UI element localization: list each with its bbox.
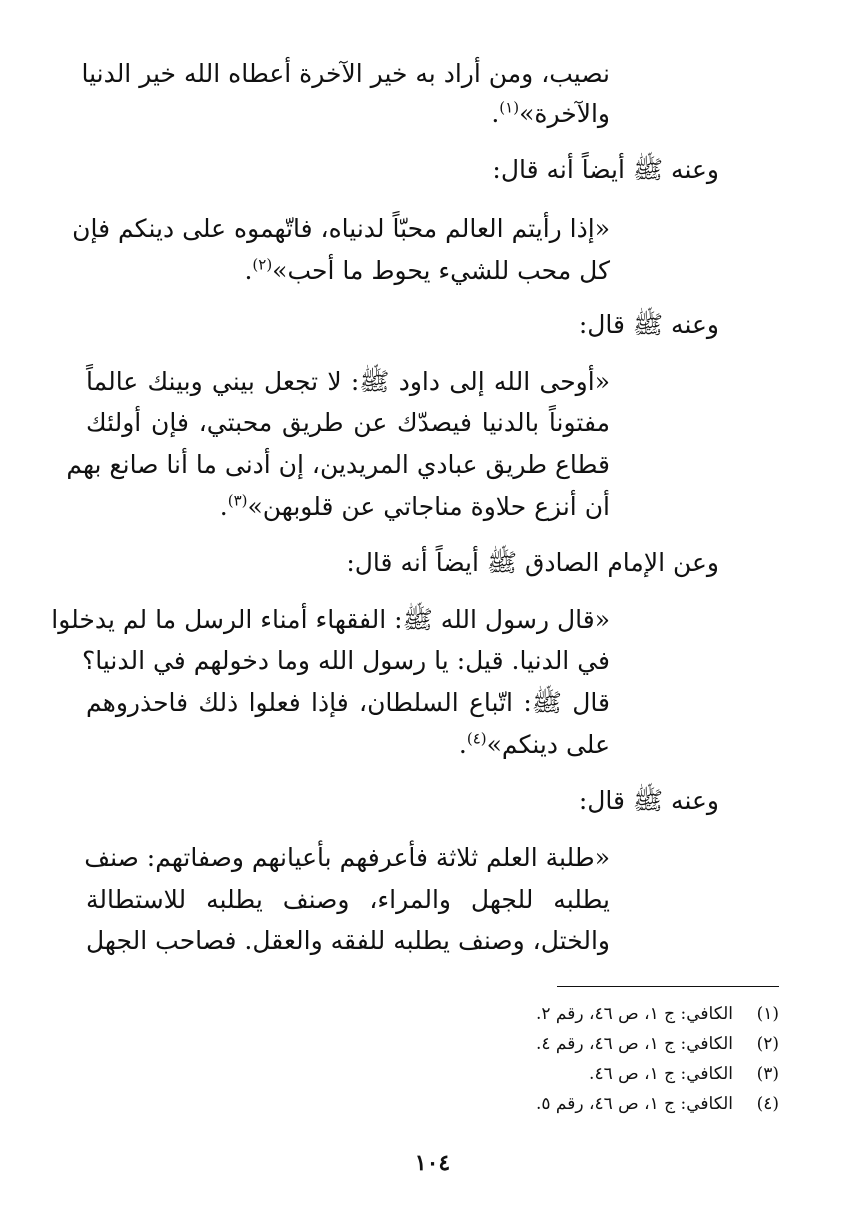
text-line <box>86 96 610 132</box>
text-fragment: . <box>458 730 467 759</box>
text-line: نصيب، ومن أراد به خير الآخرة أعطاه الله خير الدنيا <box>81 59 610 88</box>
footnote-ref: (١) <box>499 98 520 117</box>
text-fragment: كل محب للشيء يحوط ما أحب» <box>272 256 610 285</box>
text-line: يطلبه للجهل والمراء، وصنف يطلبه للاستطالة <box>86 885 610 914</box>
footnote-ref: (٢) <box>252 255 273 274</box>
footnote-text: الكافي: ج ١، ص ٤٦، رقم ٢. <box>535 1004 733 1024</box>
footnote <box>536 1092 779 1116</box>
narration-line: وعنه ﷺ قال: <box>578 786 719 815</box>
text-line <box>86 253 610 289</box>
text-line: «قال رسول الله ﷺ: الفقهاء أمناء الرسل ما لم يدخلوا <box>51 605 610 634</box>
footnote-number: (٤) <box>756 1094 779 1114</box>
text-fragment: أن أنزع حلاوة مناجاتي عن قلوبهن» <box>247 492 610 521</box>
text-fragment: . <box>244 256 253 285</box>
footnote-number: (١) <box>756 1004 779 1024</box>
footnote-number: (٣) <box>756 1064 779 1084</box>
narration-line: وعنه ﷺ أيضاً أنه قال: <box>492 155 719 184</box>
footnote-text: الكافي: ج ١، ص ٤٦، رقم ٤. <box>535 1034 733 1054</box>
text-line: «إذا رأيتم العالم محبّاً لدنياه، فاتّهموه على دينكم فإن <box>72 214 610 243</box>
footnote <box>589 1062 779 1086</box>
text-fragment: . <box>219 492 228 521</box>
footnote-text: الكافي: ج ١، ص ٤٦، رقم ٥. <box>535 1094 733 1114</box>
footnote-ref: (٤) <box>466 729 487 748</box>
footnote-ref: (٣) <box>227 491 248 510</box>
text-line: قطاع طريق عبادي المريدين، إن أدنى ما أنا صانع بهم <box>66 450 610 479</box>
footnote <box>536 1002 779 1026</box>
page-number: ١٠٤ <box>414 1150 451 1176</box>
text-fragment: والآخرة» <box>519 99 610 128</box>
footnote-text: الكافي: ج ١، ص ٤٦. <box>589 1064 733 1084</box>
text-line <box>86 727 610 763</box>
text-line: مفتوناً بالدنيا فيصدّك عن طريق محبتي، فإن أولئك <box>86 408 610 437</box>
text-line: في الدنيا. قيل: يا رسول الله وما دخولهم في الدنيا؟ <box>81 646 610 675</box>
text-line <box>86 489 610 525</box>
text-line: «طلبة العلم ثلاثة فأعرفهم بأعيانهم وصفاتهم: صنف <box>84 843 610 872</box>
text-fragment: . <box>491 99 500 128</box>
narration-line: وعن الإمام الصادق ﷺ أيضاً أنه قال: <box>346 548 719 577</box>
text-line: قال ﷺ: اتّباع السلطان، فإذا فعلوا ذلك فاحذروهم <box>86 688 610 717</box>
text-fragment: على دينكم» <box>486 730 610 759</box>
text-line: «أوحى الله إلى داود ﷺ: لا تجعل بيني وبينك عالماً <box>86 367 610 396</box>
narration-line: وعنه ﷺ قال: <box>578 310 719 339</box>
footnote <box>536 1032 779 1056</box>
text-line: والختل، وصنف يطلبه للفقه والعقل. فصاحب الجهل <box>86 926 610 955</box>
footnote-number: (٢) <box>756 1034 779 1054</box>
footnote-divider <box>557 986 779 987</box>
